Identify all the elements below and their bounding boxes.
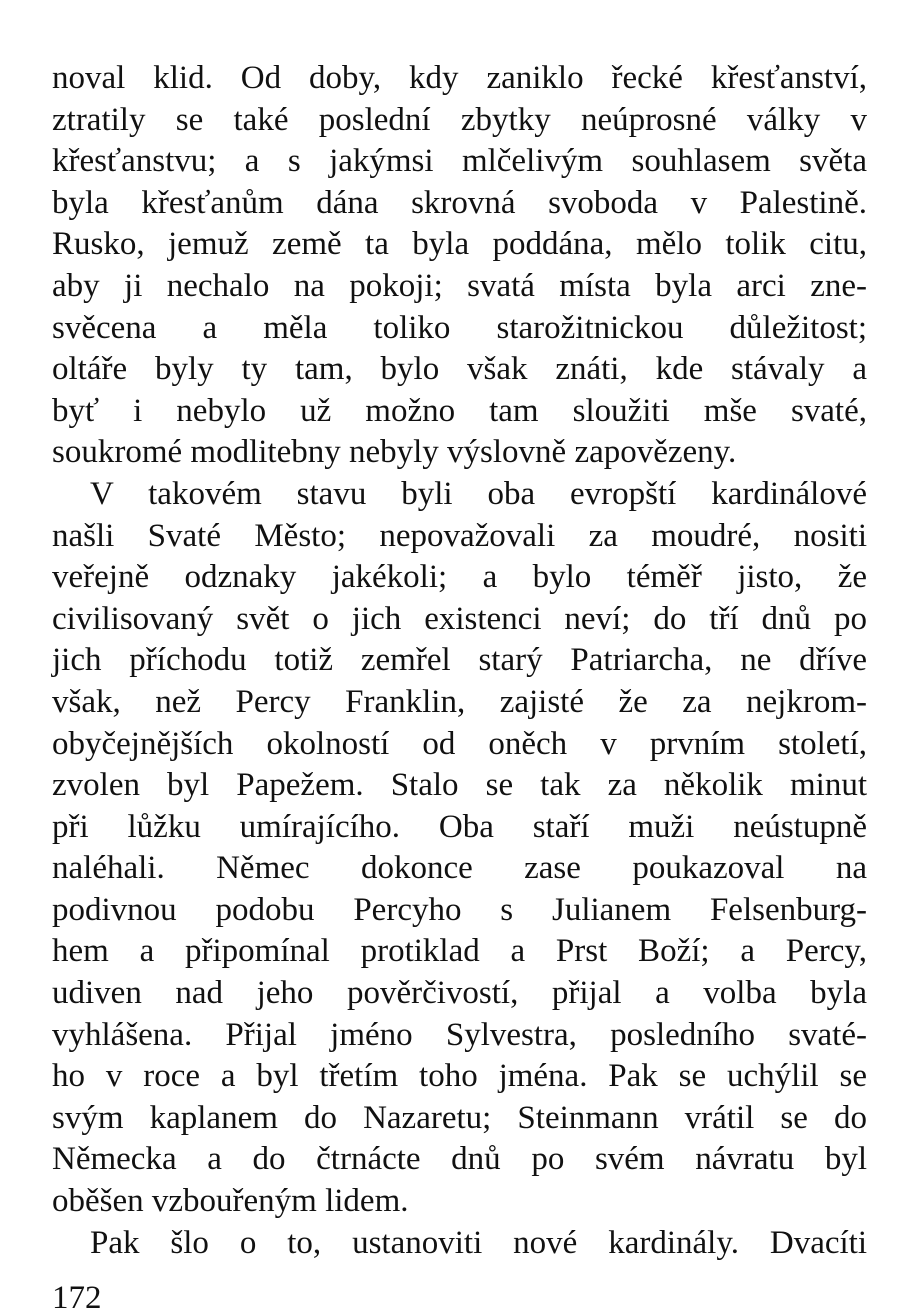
text-line: vyhlášena. Přijal jméno Sylvestra, posledního svaté- <box>52 1016 867 1053</box>
text-line: civilisovaný svět o jich existenci neví; do tří dnů po <box>52 600 867 637</box>
book-page-text <box>52 58 867 1264</box>
text-line: noval klid. Od doby, kdy zaniklo řecké křesťanství, <box>52 60 867 96</box>
paragraph-1 <box>52 58 867 474</box>
text-line: jich příchodu totiž zemřel starý Patriarcha, ne dříve <box>52 642 867 679</box>
text-line: veřejně odznaky jakékoli; a bylo téměř jisto, že <box>52 559 867 596</box>
text-line: ho v roce a byl třetím toho jména. Pak se uchýlil se <box>52 1058 867 1095</box>
text-line: svým kaplanem do Nazaretu; Steinmann vrátil se do <box>52 1099 867 1136</box>
text-line: však, než Percy Franklin, zajisté že za nejkrom- <box>52 683 867 720</box>
paragraph-2 <box>52 474 867 1223</box>
text-line: svěcena a měla toliko starožitnickou důležitost; <box>52 309 867 346</box>
text-line: V takovém stavu byli oba evropští kardinálové <box>90 475 867 512</box>
text-line: oběšen vzbouřeným lidem. <box>52 1183 409 1220</box>
text-line: Německa a do čtrnácte dnů po svém návratu byl <box>52 1141 867 1178</box>
text-line: křesťanstvu; a s jakýmsi mlčelivým souhlasem světa <box>52 143 867 180</box>
text-line: byť i nebylo už možno tam sloužiti mše svaté, <box>52 392 867 429</box>
text-line: zvolen byl Papežem. Stalo se tak za několik minut <box>52 767 867 804</box>
text-line: Pak šlo o to, ustanoviti nové kardinály. Dvacíti <box>90 1224 867 1261</box>
text-line: udiven nad jeho pověrčivostí, přijal a volba byla <box>52 975 867 1012</box>
text-line: hem a připomínal protiklad a Prst Boží; a Percy, <box>52 933 867 970</box>
text-line: byla křesťanům dána skrovná svoboda v Palestině. <box>52 184 867 221</box>
text-line: Rusko, jemuž země ta byla poddána, mělo tolik citu, <box>52 226 867 263</box>
text-line: při lůžku umírajícího. Oba staří muži neústupně <box>52 808 867 845</box>
text-line: našli Svaté Město; nepovažovali za moudré, nositi <box>52 517 867 554</box>
text-line: naléhali. Němec dokonce zase poukazoval na <box>52 850 867 887</box>
page-number: 172 <box>52 1280 102 1316</box>
text-line: obyčejnějších okolností od oněch v prvním století, <box>52 725 867 762</box>
text-line: soukromé modlitebny nebyly výslovně zapovězeny. <box>52 434 737 471</box>
text-line: podivnou podobu Percyho s Julianem Felsenburg- <box>52 891 867 928</box>
paragraph-3 <box>52 1223 867 1265</box>
text-line: oltáře byly ty tam, bylo však znáti, kde stávaly a <box>52 351 867 388</box>
text-line: aby ji nechalo na pokoji; svatá místa byla arci zne- <box>52 267 867 304</box>
text-line: ztratily se také poslední zbytky neúprosné války v <box>52 101 867 138</box>
